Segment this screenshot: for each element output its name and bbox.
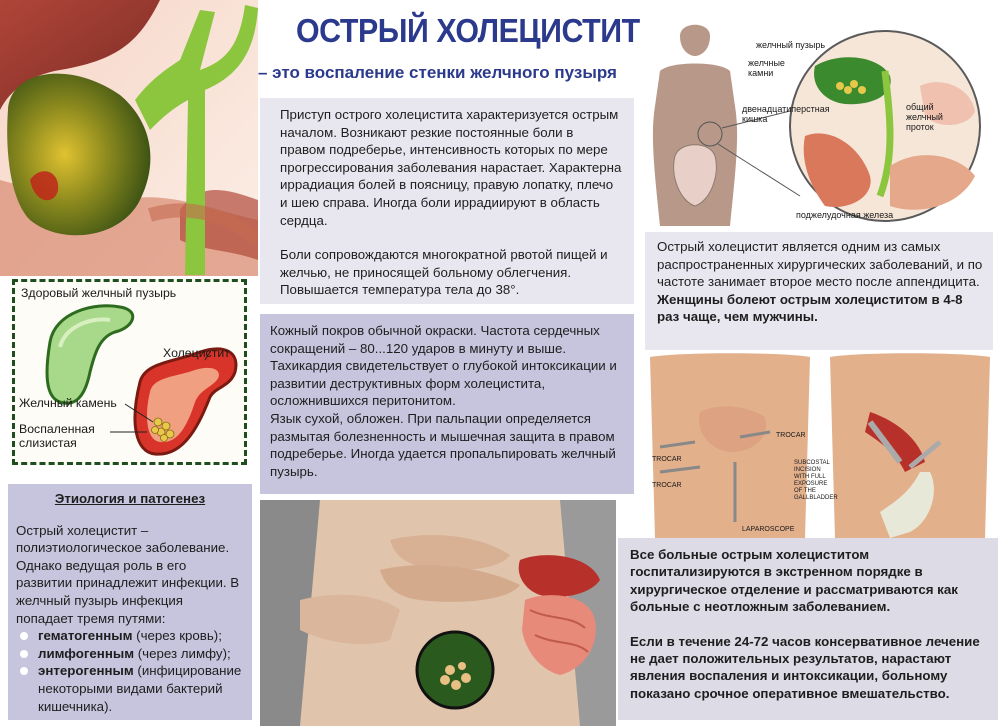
etiology-heading: Этиология и патогенез bbox=[54, 491, 206, 506]
onset-paragraph-2: Боли сопровождаются многократной рвотой пищей и желчью, не приносящей больному облегчения. Повышается температура тела до 38°. bbox=[280, 247, 608, 298]
abdominal-pain-illustration bbox=[260, 500, 616, 726]
bullet-icon bbox=[20, 650, 28, 658]
label-gallstones: желчные камни bbox=[748, 58, 785, 78]
page-title: ОСТРЫЙ ХОЛЕЦИСТИТ bbox=[296, 12, 640, 49]
bullet-icon bbox=[20, 667, 28, 675]
hospitalization-box bbox=[618, 538, 998, 720]
label-trocar-3: TROCAR bbox=[776, 432, 806, 439]
clinical-signs-box bbox=[260, 314, 634, 494]
route-enterogenous bbox=[16, 662, 244, 715]
route-hematogenous bbox=[16, 627, 244, 645]
label-healthy-gallbladder: Здоровый желчный пузырь bbox=[21, 286, 177, 300]
label-trocar-2: TROCAR bbox=[652, 482, 682, 489]
etiology-intro: Острый холецистит – полиэтиологическое заболевание. Однако ведущая роль в его развитии принадлежит инфекции. В желчный пузырь инфекция попадает тремя путями: bbox=[16, 522, 240, 626]
label-gallbladder: желчный пузырь bbox=[756, 40, 826, 50]
route-note: (через лимфу); bbox=[134, 645, 231, 661]
label-trocar-1: TROCAR bbox=[652, 456, 682, 463]
liver-gallbladder-illustration bbox=[0, 0, 258, 276]
women-frequency-note: Женщины болеют острым холециститом в 4-8 раз чаще, чем мужчины. bbox=[657, 291, 963, 325]
label-laparoscope: LAPAROSCOPE bbox=[742, 526, 795, 533]
etiology-box bbox=[8, 484, 252, 720]
route-term: гематогенным bbox=[38, 628, 133, 644]
signs-paragraph-1: Кожный покров обычной окраски. Частота сердечных сокращений – 80...120 ударов в минуту и выше. Тахикардия свидетельствует о глубокой интоксикации и развитии деструктивных форм холецистита, осложнившихся перитонитом. bbox=[270, 323, 617, 409]
hospitalization-paragraph-1: Все больные острым холециститом госпитализируются в экстренном порядке в хирургическое отделение и рассматриваются как больные с неотложным заболеванием. bbox=[630, 547, 958, 615]
bullet-icon bbox=[20, 632, 28, 640]
hospitalization-paragraph-2: Если в течение 24-72 часов консервативное лечение не дает положительных результатов, нарастают явления воспаления и интоксикации, больному показано срочное оперативное вмешательство. bbox=[630, 633, 980, 701]
prevalence-box bbox=[645, 232, 993, 350]
label-cholecystitis: Холецистит bbox=[163, 346, 230, 360]
label-subcostal-incision: SUBCOSTAL INCISION WITH FULL EXPOSURE OF THE GALLBLADDER bbox=[794, 460, 838, 501]
label-inflamed-mucosa: Воспаленная слизистая bbox=[19, 422, 95, 450]
route-note: (инфицирование некоторыми видами бактерий кишечника). bbox=[38, 663, 242, 714]
route-note: (через кровь); bbox=[132, 628, 222, 644]
route-term: лимфогенным bbox=[38, 645, 135, 661]
page-subtitle: – это воспаление стенки желчного пузыря bbox=[258, 63, 617, 82]
onset-symptoms-box bbox=[260, 98, 634, 304]
label-pancreas: поджелудочная железа bbox=[796, 210, 894, 220]
prevalence-paragraph: Острый холецистит является одним из самых распространенных хирургических заболеваний, и по частоте занимает второе место после аппендицита. bbox=[657, 239, 983, 290]
infection-routes-list bbox=[16, 627, 244, 715]
route-lymphogenous bbox=[16, 645, 244, 663]
signs-paragraph-2: Язык сухой, обложен. При пальпации определяется размытая болезненность и мышечная защита в правом подреберье. Иногда удается пропальпировать желчный пузырь. bbox=[270, 410, 616, 479]
onset-paragraph-1: Приступ острого холецистита характеризуется острым началом. Возникают резкие постоянные боли в правом подреберье, интенсивность которых по мере прогрессирования заболевания нарастает. Характерна иррадиация болей в поясницу, правую лопатку, плечо и шею справа. Иногда боли иррадиируют в область сердца. bbox=[280, 107, 622, 228]
gallbladder-comparison-panel bbox=[12, 279, 247, 465]
laparoscopic-surgery-illustration bbox=[640, 352, 1005, 538]
label-duodenum: двенадцатиперстная кишка bbox=[742, 104, 830, 124]
label-gallstone: Желчный камень bbox=[19, 396, 117, 410]
label-common-bile-duct: общий желчный проток bbox=[906, 102, 943, 132]
route-term: энтерогенным bbox=[38, 663, 134, 679]
